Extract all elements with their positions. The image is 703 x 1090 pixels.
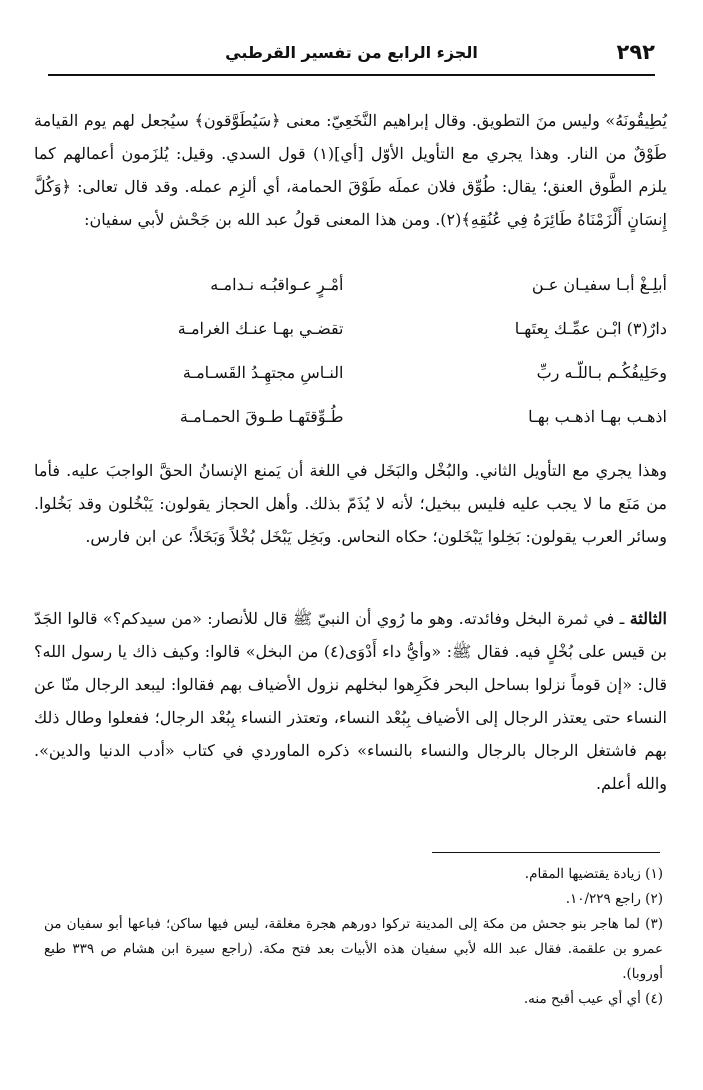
- footnote-4: (٤) أي أي عيب أقبح منه.: [523, 991, 663, 1007]
- verse-first-half: اذهـب بهـا اذهـب بهـا: [528, 406, 667, 426]
- paragraph-3-text: ـ في ثمرة البخل وفائدته. وهو ما رُوي أن النبيّ ﷺ قال للأنصار: «من سيدكم؟» قالوا الجَدّ بن قيس على بُخْلٍ فيه. فقال ﷺ: «وأيُّ داء أَدْوَى(٤) من البخل» قالوا: وكيف ذاك يا رسول الله؟ قال: «إن قوماً نزلوا بساحل البحر فكَرِهوا لبخلهم نزول الأضياف بهم فقالوا: ليبعد الرجال منّا عن النساء حتى يعتذر الرجال إلى الأضياف بِبُعْد النساء، وتعتذر النساء بِبُعْد الرجال؛ ففعلوا وطال ذلك بهم فاشتغل الرجال بالرجال والنساء بالنساء» ذكره الماوردي في كتاب «أدب الدنيا والدين». والله أعلم.: [34, 609, 667, 793]
- verse-second-half: أمْـرٍ عـواقبُـه نـدامـه: [210, 274, 344, 294]
- verse-first-half: وحَلِيفُكُـم بـاللّـه ربِّ: [536, 362, 667, 382]
- verse-row: [40, 350, 667, 394]
- footnote-1: (١) زيادة يقتضيها المقام.: [524, 866, 663, 882]
- paragraph-2: وهذا يجري مع التأويل الثاني. والبُخْل والبَخَل في اللغة أن يَمنع الإنسانُ الحقَّ الواجبَ عليه. فأما من مَنَع ما لا يجب عليه فليس ببخيل؛ لأنه لا يُذَمّ بذلك. وأهل الحجاز يقولون: يَبْخُلون وقد بَخُلوا. وسائر العرب يقولون: بَخِلوا يَبْخَلون؛ حكاه النحاس. وبَخِل يَبْخَل بُخْلاً وَبَخَلاً؛ عن ابن فارس.: [34, 461, 667, 546]
- verse-row: [40, 394, 667, 438]
- footnotes: [44, 862, 663, 1012]
- paragraph-1: يُطِيقُونَهُ» وليس منَ التطويق. وقال إبراهيم النَّخَعِيّ: معنى ﴿سَيُطَوَّقون﴾ سيُجعل لهم يوم القيامة طَوْقٌ من النار. وهذا يجري مع التأويل الأوّل [أي](١) قول السدي. وقيل: يُلزَمون أعمالهم كما يلزم الطَّوق العنق؛ يقال: طُوِّق فلان عملَه طَوْقَ الحمامة، أي ألزِم عمله. وقد قال تعالى: ﴿وَكُلَّ إِنسَانٍ أَلْزَمْنَاهُ طَائِرَهُ فِي عُنُقِهِ﴾(٢). ومن هذا المعنى قولُ عبد الله بن جَحْش لأبي سفيان:: [34, 111, 668, 229]
- page-number: ٢٩٢: [616, 40, 655, 64]
- verse-row: [40, 262, 667, 306]
- verse-second-half: طُـوِّقتَهـا طـوقَ الحمـامـة: [179, 406, 344, 426]
- verse-first-half: أبلِـغْ أبـا سفيـان عـن: [531, 274, 667, 294]
- footnote-2: (٢) راجع ١٠/٢٢٩.: [565, 891, 663, 907]
- verse-second-half: تقضـي بهـا عنـك الغرامـة: [177, 318, 344, 338]
- section-heading-word: الثالثة: [629, 609, 667, 628]
- verse-second-half: النـاسِ مجتهِـدُ القَسـامـة: [182, 362, 344, 382]
- poem-verses: [40, 262, 667, 438]
- verse-first-half: دارٌ(٣) ابْـن عمِّـك بِعتَهـا: [514, 318, 667, 338]
- footnote-divider: [432, 852, 660, 853]
- page-header: [48, 40, 655, 76]
- running-title: الجزء الرابع من تفسير القرطبي: [225, 43, 478, 62]
- paragraph-3: [34, 602, 667, 800]
- footnote-3: (٣) لما هاجر بنو جحش من مكة إلى المدينة تركوا دورهم هجرة مغلقة، ليس فيها ساكن؛ فباعها أبو سفيان من عمرو بن علقمة. فقال عبد الله لأبي سفيان هذه الأبيات بعد فتح مكة. (راجع سيرة ابن هشام ص ٣٣٩ طبع أوروبا).: [44, 916, 663, 982]
- verse-row: [40, 306, 667, 350]
